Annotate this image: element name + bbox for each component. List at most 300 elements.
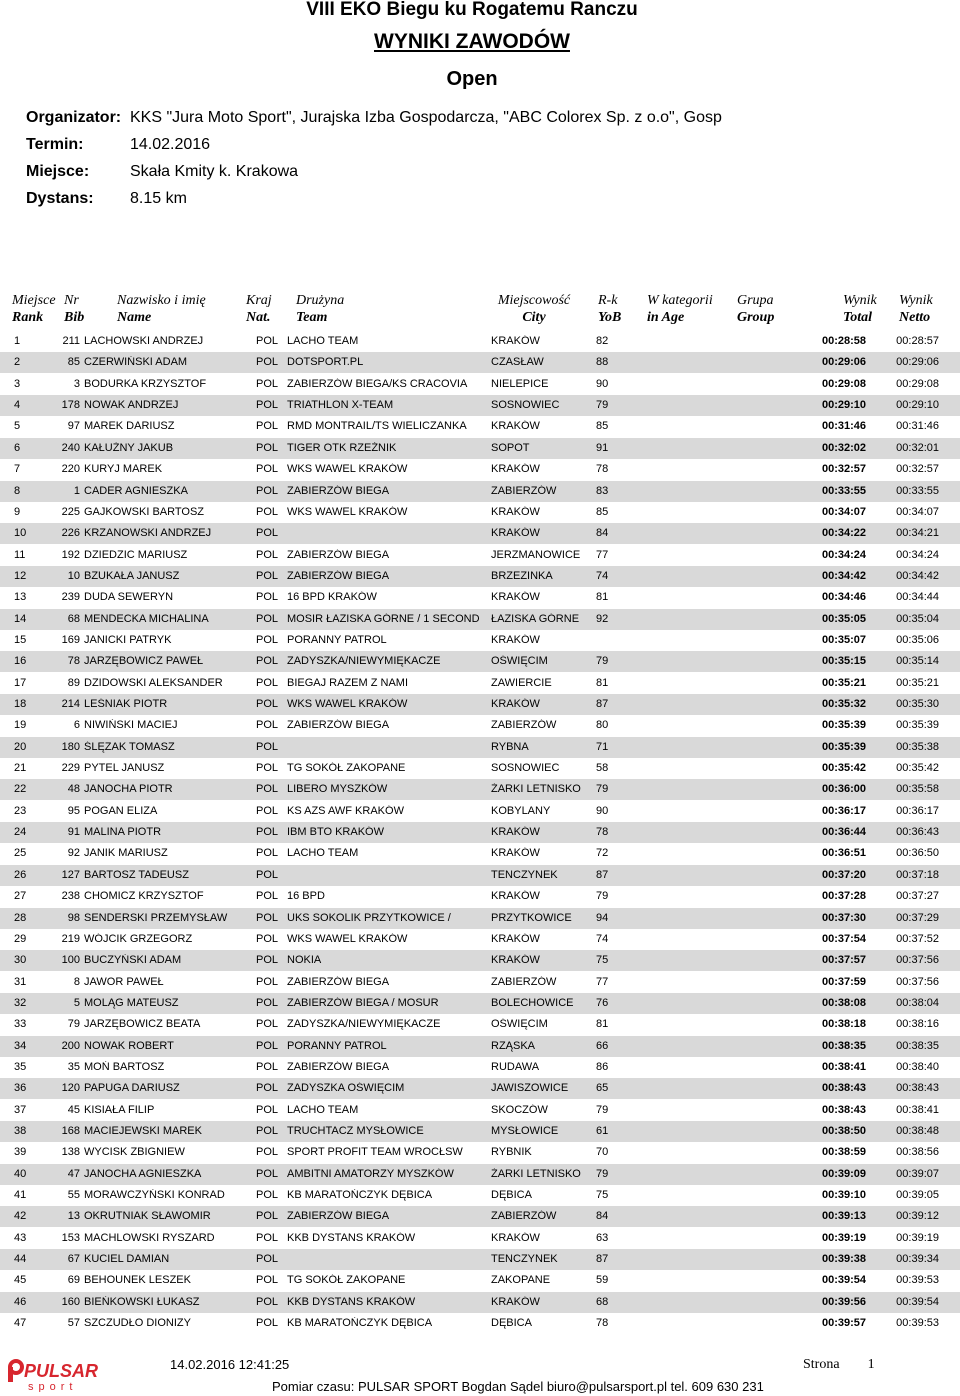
cell-bib: 35 [67,1060,80,1073]
table-row [0,545,960,566]
cell-team: TRIATHLON X-TEAM [287,399,394,412]
cell-city: ZABIERZÓW [491,719,557,732]
cell-name: OKRUTNIAK SŁAWOMIR [84,1210,211,1223]
cell-yob: 94 [596,911,609,924]
cell-nat: POL [256,847,279,860]
cell-team: LACHO TEAM [287,1103,359,1116]
cell-nat: POL [256,420,279,433]
table-row [0,1164,960,1185]
cell-total: 00:38:41 [822,1060,867,1073]
cell-team: ZADYSZKA OŚWIĘCIM [287,1082,405,1095]
place-value: Skała Kmity k. Krakowa [130,163,299,180]
cell-yob: 75 [596,954,609,967]
table-row [0,1142,960,1163]
cell-netto: 00:35:14 [896,655,939,668]
cell-netto: 00:38:40 [896,1060,939,1073]
col-age: W kategorii in Age [647,293,713,325]
cell-yob: 71 [596,740,609,753]
cell-yob: 79 [596,399,609,412]
cell-nat: POL [256,527,279,540]
cell-total: 00:39:56 [822,1295,867,1308]
cell-city: KRAKÓW [491,1295,540,1308]
cell-netto: 00:34:42 [896,569,939,582]
cell-team: BIEGAJ RAZEM Z NAMI [287,676,409,689]
cell-team: KKB DYSTANS KRAKÓW [287,1231,416,1244]
cell-city: KRAKÓW [491,847,540,860]
table-row [0,502,960,523]
cell-total: 00:35:05 [822,612,867,625]
cell-total: 00:38:50 [822,1125,867,1137]
cell-netto: 00:38:43 [896,1082,939,1095]
cell-name: CADER AGNIESZKA [84,484,188,497]
cell-bib: 219 [61,932,80,945]
cell-name: KURYJ MAREK [84,463,163,476]
cell-rank: 6 [14,441,21,454]
cell-rank: 34 [14,1039,27,1052]
table-row [0,779,960,800]
col-bib: Nr Bib [64,293,85,325]
cell-bib: 92 [67,847,80,860]
cell-city: KRAKÓW [491,420,540,433]
cell-netto: 00:37:29 [896,911,939,924]
date-label: Termin: [26,136,84,153]
cell-yob: 68 [596,1295,609,1308]
table-row [0,972,960,993]
cell-yob: 77 [596,975,609,988]
cell-bib: 229 [61,762,80,774]
cell-yob: 76 [596,996,609,1009]
cell-rank: 32 [14,996,27,1009]
cell-city: ZABIERZÓW [491,975,557,988]
cell-name: JANOCHA PIOTR [84,783,173,796]
cell-name: POGAN ELIZA [84,804,158,817]
cell-netto: 00:34:07 [896,505,939,518]
cell-nat: POL [256,655,279,668]
cell-total: 00:29:10 [822,399,867,412]
table-row [0,1057,960,1078]
cell-nat: POL [256,633,279,646]
cell-rank: 26 [14,868,27,881]
table-row [0,523,960,544]
cell-netto: 00:35:42 [896,762,939,774]
cell-bib: 85 [67,356,80,369]
cell-yob: 79 [596,783,609,796]
cell-name: JANOCHA AGNIESZKA [84,1167,202,1180]
cell-team: AMBITNI AMATORZY MYSZKÓW [287,1167,454,1180]
cell-team: UKS SOKOLIK PRZYTKOWICE / [287,911,451,924]
cell-rank: 17 [14,676,27,689]
cell-team: TRUCHTACZ MYSŁOWICE [287,1125,424,1137]
cell-yob: 81 [596,591,609,604]
col-yob: R-k YoB [598,293,622,325]
cell-rank: 3 [14,377,21,390]
cell-yob: 87 [596,868,609,881]
cell-name: MOŃ BARTOSZ [84,1060,165,1073]
cell-bib: 160 [61,1295,80,1308]
cell-netto: 00:35:39 [896,719,939,732]
cell-total: 00:35:39 [822,740,867,753]
cell-team: LIBERO MYSZKÓW [287,783,388,796]
cell-netto: 00:31:46 [896,420,939,433]
cell-city: KOBYLANY [491,804,551,817]
cell-rank: 42 [14,1210,27,1223]
cell-city: RYBNA [491,740,529,753]
cell-nat: POL [256,719,279,732]
cell-name: KUCIEL DAMIAN [84,1253,170,1266]
cell-name: PYTEL JANUSZ [84,762,165,774]
cell-nat: POL [256,1103,279,1116]
cell-nat: POL [256,1125,279,1137]
cell-team: LACHO TEAM [287,335,359,347]
cell-rank: 41 [14,1189,27,1201]
cell-netto: 00:39:12 [896,1210,939,1223]
table-row [0,481,960,502]
cell-netto: 00:39:54 [896,1295,939,1308]
cell-netto: 00:38:04 [896,996,939,1009]
cell-name: KAŁUŻNY JAKUB [84,441,174,454]
cell-total: 00:28:58 [822,335,867,347]
cell-city: BOLECHOWICE [491,996,574,1009]
cell-rank: 29 [14,932,27,945]
cell-rank: 47 [14,1317,27,1330]
cell-yob: 75 [596,1189,609,1201]
cell-city: JAWISZOWICE [491,1082,569,1095]
cell-name: CZERWIŃSKI ADAM [84,356,188,369]
cell-netto: 00:37:18 [896,868,939,881]
table-row [0,1078,960,1099]
cell-total: 00:36:17 [822,804,867,817]
printed-timestamp: 14.02.2016 12:41:25 [170,1357,290,1372]
cell-nat: POL [256,932,279,945]
cell-bib: 57 [67,1317,80,1330]
cell-bib: 200 [61,1039,80,1052]
cell-netto: 00:35:58 [896,783,939,796]
cell-bib: 48 [67,783,80,796]
cell-name: SZCZUDŁO DIONIZY [84,1317,191,1330]
cell-nat: POL [256,954,279,967]
cell-bib: 91 [67,826,80,838]
cell-city: ZAWIERCIE [491,676,552,689]
cell-netto: 00:38:56 [896,1146,939,1159]
cell-yob: 74 [596,932,609,945]
cell-total: 00:35:39 [822,719,867,732]
cell-team: WKS WAWEL KRAKÓW [287,463,408,476]
cell-rank: 25 [14,847,27,860]
cell-total: 00:32:02 [822,441,867,454]
table-row [0,352,960,373]
cell-name: LACHOWSKI ANDRZEJ [84,335,204,347]
cell-bib: 240 [61,441,80,454]
cell-nat: POL [256,1253,279,1266]
cell-name: PAPUGA DARIUSZ [84,1082,180,1095]
table-row [0,1292,960,1313]
cell-bib: 138 [61,1146,80,1159]
cell-team: TIGER OTK RZEŹNIK [287,441,397,454]
table-row [0,737,960,758]
table-row [0,587,960,608]
cell-city: MYSŁOWICE [491,1125,559,1137]
cell-total: 00:39:38 [822,1253,867,1266]
cell-yob: 78 [596,1317,609,1330]
cell-city: PRZYTKOWICE [491,911,572,924]
cell-name: WÓJCIK GRZEGORZ [84,932,193,945]
cell-name: MENDECKA MICHALINA [84,612,209,625]
cell-name: MOLĄG MATEUSZ [84,996,179,1009]
cell-netto: 00:35:38 [896,740,939,753]
cell-nat: POL [256,612,279,625]
table-row [0,843,960,864]
cell-netto: 00:33:55 [896,484,939,497]
logo-subtext: sport [28,1381,78,1392]
cell-city: KRAKÓW [491,932,540,945]
cell-nat: POL [256,356,279,369]
distance-value: 8.15 km [130,190,187,207]
cell-nat: POL [256,740,279,753]
date-value: 14.02.2016 [130,136,211,153]
cell-nat: POL [256,1082,279,1095]
cell-name: JARZĘBOWICZ PAWEŁ [84,655,204,668]
table-row [0,1100,960,1121]
cell-nat: POL [256,484,279,497]
cell-netto: 00:39:53 [896,1274,939,1287]
table-row [0,908,960,929]
cell-city: NIELEPICE [491,377,549,390]
cell-rank: 35 [14,1060,27,1073]
cell-team: DOTSPORT.PL [287,356,364,369]
cell-city: SKOCZÓW [491,1103,548,1116]
cell-nat: POL [256,826,279,838]
table-row [0,1121,960,1142]
cell-name: ŚLĘZAK TOMASZ [84,740,175,753]
cell-bib: 68 [67,612,80,625]
cell-team: PORANNY PATROL [287,1039,387,1052]
cell-team: ZABIERZÓW BIEGA/KS CRACOVIA [287,377,468,390]
cell-name: NOWAK ROBERT [84,1039,174,1052]
cell-name: BODURKA KRZYSZTOF [84,377,207,390]
cell-yob: 79 [596,890,609,903]
cell-rank: 31 [14,975,27,988]
cell-nat: POL [256,1167,279,1180]
table-row [0,630,960,651]
cell-name: CHOMICZ KRZYSZTOF [84,890,204,903]
page-indicator: Strona 1 [803,1357,875,1372]
cell-nat: POL [256,399,279,412]
cell-rank: 16 [14,655,27,668]
table-row [0,459,960,480]
cell-bib: 97 [67,420,80,433]
cell-yob: 61 [596,1125,609,1137]
cell-yob: 79 [596,1167,609,1180]
cell-bib: 225 [61,505,80,518]
cell-team: 16 BPD [287,890,325,903]
cell-city: SOSNOWIEC [491,399,560,412]
cell-team: KB MARATOŃCZYK DĘBICA [287,1317,433,1330]
cell-total: 00:29:08 [822,377,867,390]
cell-nat: POL [256,463,279,476]
cell-name: DUDA SEWERYN [84,591,174,604]
table-row [0,715,960,736]
cell-team: ZABIERZÓW BIEGA / MOSUR [287,996,439,1009]
table-row [0,1249,960,1270]
cell-total: 00:34:46 [822,591,867,604]
cell-netto: 00:34:21 [896,527,939,540]
cell-city: BRZEZINKA [491,569,553,582]
cell-name: BEHOUNEK LESZEK [84,1274,191,1287]
cell-city: KRAKÓW [491,1231,540,1244]
table-row [0,1036,960,1057]
cell-city: ŻARKI LETNISKO [491,1167,581,1180]
cell-nat: POL [256,1018,279,1031]
cell-total: 00:35:32 [822,698,867,710]
cell-bib: 6 [73,719,80,732]
cell-team: ZABIERZÓW BIEGA [287,975,390,988]
cell-team: SPORT PROFIT TEAM WROCŁSW [287,1146,463,1159]
cell-city: RYBNIK [491,1146,532,1159]
cell-city: KRAKÓW [491,954,540,967]
cell-city: SOSNOWIEC [491,762,560,774]
cell-netto: 00:36:50 [896,847,939,860]
cell-name: JAWOR PAWEŁ [84,975,164,988]
cell-netto: 00:29:06 [896,356,939,369]
cell-nat: POL [256,505,279,518]
cell-nat: POL [256,569,279,582]
cell-name: WYCISK ZBIGNIEW [84,1146,185,1159]
cell-yob: 66 [596,1039,609,1052]
cell-team: PORANNY PATROL [287,633,387,646]
cell-yob: 87 [596,1253,609,1266]
cell-nat: POL [256,591,279,604]
cell-total: 00:38:43 [822,1103,867,1116]
cell-name: MALINA PIOTR [84,826,162,838]
organizer-label: Organizator: [26,109,122,126]
cell-nat: POL [256,1274,279,1287]
cell-team: ZADYSZKA/NIEWYMIĘKACZE [287,655,441,668]
cell-bib: 78 [67,655,80,668]
cell-yob: 79 [596,1103,609,1116]
cell-city: ŁAZISKA GÓRNE [491,612,580,625]
cell-yob: 88 [596,356,609,369]
cell-netto: 00:37:56 [896,954,939,967]
cell-netto: 00:34:24 [896,548,939,561]
cell-city: KRAKÓW [491,463,540,476]
cell-total: 00:34:22 [822,527,867,540]
cell-netto: 00:39:19 [896,1231,939,1244]
cell-netto: 00:37:52 [896,932,939,945]
table-row [0,758,960,779]
cell-team: ZABIERZÓW BIEGA [287,1060,390,1073]
cell-yob: 59 [596,1274,609,1287]
cell-bib: 214 [61,698,80,710]
cell-name: DZIDOWSKI ALEKSANDER [84,676,223,689]
cell-bib: 127 [61,868,80,881]
cell-city: RUDAWA [491,1060,540,1073]
cell-rank: 23 [14,804,27,817]
cell-team: ZABIERZÓW BIEGA [287,548,390,561]
cell-bib: 89 [67,676,80,689]
table-row [0,1206,960,1227]
pulsar-sport-logo [6,1354,108,1392]
cell-bib: 10 [67,569,80,582]
cell-total: 00:35:21 [822,676,867,689]
cell-rank: 28 [14,911,27,924]
cell-total: 00:39:57 [822,1317,867,1330]
cell-yob: 78 [596,463,609,476]
cell-nat: POL [256,1295,279,1308]
results-title: WYNIKI ZAWODÓW [374,30,570,53]
cell-total: 00:38:18 [822,1018,867,1031]
table-row [0,651,960,672]
cell-nat: POL [256,548,279,561]
cell-netto: 00:39:53 [896,1317,939,1330]
cell-rank: 13 [14,591,27,604]
cell-team: WKS WAWEL KRAKÓW [287,505,408,518]
table-row [0,609,960,630]
cell-city: RZĄSKA [491,1039,536,1052]
table-row [0,886,960,907]
cell-yob: 72 [596,847,609,860]
cell-rank: 18 [14,698,27,710]
cell-yob: 87 [596,698,609,710]
timing-credit: Pomiar czasu: PULSAR SPORT Bogdan Sądel biuro@pulsarsport.pl tel. 609 630 231 [272,1379,764,1394]
col-rank: Miejsce Rank [12,293,56,325]
cell-yob: 81 [596,676,609,689]
cell-netto: 00:39:07 [896,1167,939,1180]
cell-bib: 178 [61,399,80,412]
cell-netto: 00:29:08 [896,377,939,390]
cell-city: CZASŁAW [491,356,544,369]
cell-rank: 19 [14,719,27,732]
cell-city: KRAKÓW [491,698,540,710]
cell-netto: 00:28:57 [896,335,939,347]
cell-bib: 180 [61,740,80,753]
cell-yob: 80 [596,719,609,732]
cell-name: JANICKI PATRYK [84,633,172,646]
cell-nat: POL [256,762,279,774]
cell-netto: 00:29:10 [896,399,939,412]
cell-nat: POL [256,698,279,710]
cell-total: 00:34:42 [822,569,867,582]
cell-rank: 30 [14,954,27,967]
cell-netto: 00:37:56 [896,975,939,988]
cell-netto: 00:38:16 [896,1018,939,1031]
cell-total: 00:33:55 [822,484,867,497]
organizer-value: KKS "Jura Moto Sport", Jurajska Izba Gospodarcza, "ABC Colorex Sp. z o.o", Gosp [130,109,722,126]
cell-yob: 79 [596,655,609,668]
cell-total: 00:36:51 [822,847,867,860]
cell-bib: 45 [67,1103,80,1116]
table-row [0,566,960,587]
cell-total: 00:39:09 [822,1167,867,1180]
cell-bib: 8 [73,975,80,988]
cell-yob: 58 [596,762,609,774]
category-title: Open [446,68,498,90]
cell-city: KRAKÓW [491,527,540,540]
cell-bib: 100 [61,954,80,967]
table-row [0,950,960,971]
cell-total: 00:32:57 [822,463,867,476]
cell-rank: 38 [14,1125,27,1137]
cell-rank: 14 [14,612,27,625]
cell-netto: 00:36:43 [896,826,939,838]
cell-bib: 47 [67,1167,80,1180]
cell-city: KRAKÓW [491,335,540,347]
cell-total: 00:36:00 [822,783,867,796]
cell-team: LACHO TEAM [287,847,359,860]
cell-city: ZABIERZÓW [491,484,557,497]
table-row [0,416,960,437]
cell-name: JARZĘBOWICZ BEATA [84,1018,201,1031]
cell-yob: 74 [596,569,609,582]
